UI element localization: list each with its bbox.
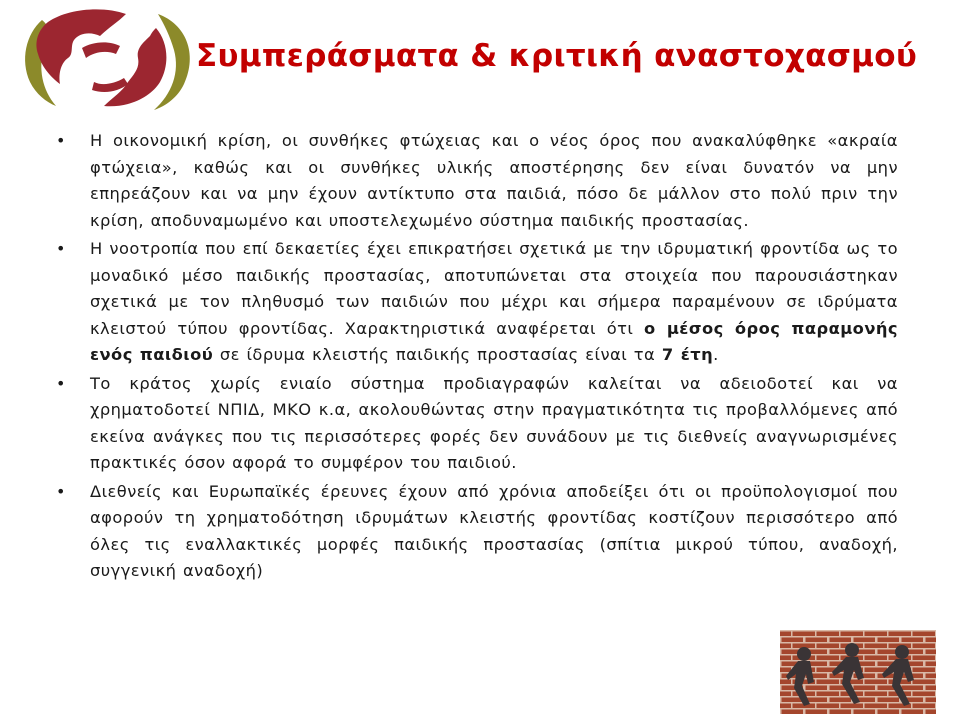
bullet-list xyxy=(56,128,898,587)
children-running-image xyxy=(780,630,936,714)
bullet-text: Το κράτος χωρίς ενιαίο σύστημα προδιαγραφών καλείται να αδειοδοτεί και να χρηματοδοτεί ΝΠΙΔ, ΜΚΟ κ.α, ακολουθώντας στην πραγματικότητα τις προβαλλόμενες από εκείνα ανάγκες που τις περισσότερες φορές δεν συνάδουν με τις διεθνείς αναγνωρισμένες πρακτικές όσον αφορά το συμφέρον του παιδιού. xyxy=(90,373,898,472)
bullet-bold-text: ο μέσος όρος παραμονής ενός παιδιού xyxy=(90,318,898,364)
bullet-marker: • xyxy=(56,131,66,150)
bullet-marker: • xyxy=(56,481,66,501)
bullet-text: Η νοοτροπία που επί δεκαετίες έχει επικρατήσει σχετικά με την ιδρυματική φροντίδα ως το μοναδικό μέσο παιδικής προστασίας, αποτυπώνεται στα στοιχεία που παρουσιάστηκαν σχετικά με τον πληθυσμό των παιδιών που μέχρι και σήμερα παραμένουν σε ιδρύματα κλειστού τύπου φροντίδας. Χαρακτηριστικά αναφέρεται ότι xyxy=(90,239,898,338)
bullet-bold-text: 7 έτη xyxy=(661,345,714,364)
bullet-item xyxy=(56,371,898,477)
slide-title: Συμπεράσματα & κριτική αναστοχασμού xyxy=(196,38,918,74)
bullet-item xyxy=(56,128,898,234)
organization-logo xyxy=(8,2,198,112)
bullet-item xyxy=(56,479,898,585)
bullet-item xyxy=(56,236,898,369)
bullet-text: Διεθνείς και Ευρωπαϊκές έρευνες έχουν από χρόνια αποδείξει ότι οι προϋπολογισμοί που αφορούν τη χρηματοδότηση ιδρυμάτων κλειστής φροντίδας κοστίζουν περισσότερο από όλες τις εναλλακτικές μορφές παιδικής προστασίας (σπίτια μικρού τύπου, αναδοχή, συγγενική αναδοχή) xyxy=(90,481,898,580)
bullet-text: Η οικονομική κρίση, οι συνθήκες φτώχειας και ο νέος όρος που ανακαλύφθηκε «ακραία φτώχεια», καθώς και οι συνθήκες υλικής αποστέρησης δεν είναι δυνατόν να μην επηρεάζουν και να μην έχουν αντίκτυπο στα παιδιά, πόσο δε μάλλον στο πολύ πριν την κρίση, αποδυναμωμένο και υποστελεχωμένο σύστημα παιδικής προστασίας. xyxy=(90,131,898,230)
logo-text: ΣΚΛΕ xyxy=(78,54,132,85)
bullet-text: . xyxy=(713,345,719,364)
bullet-marker: • xyxy=(56,373,66,393)
bullet-marker: • xyxy=(56,239,66,258)
bullet-text: σε ίδρυμα κλειστής παιδικής προστασίας είναι τα xyxy=(213,345,662,364)
